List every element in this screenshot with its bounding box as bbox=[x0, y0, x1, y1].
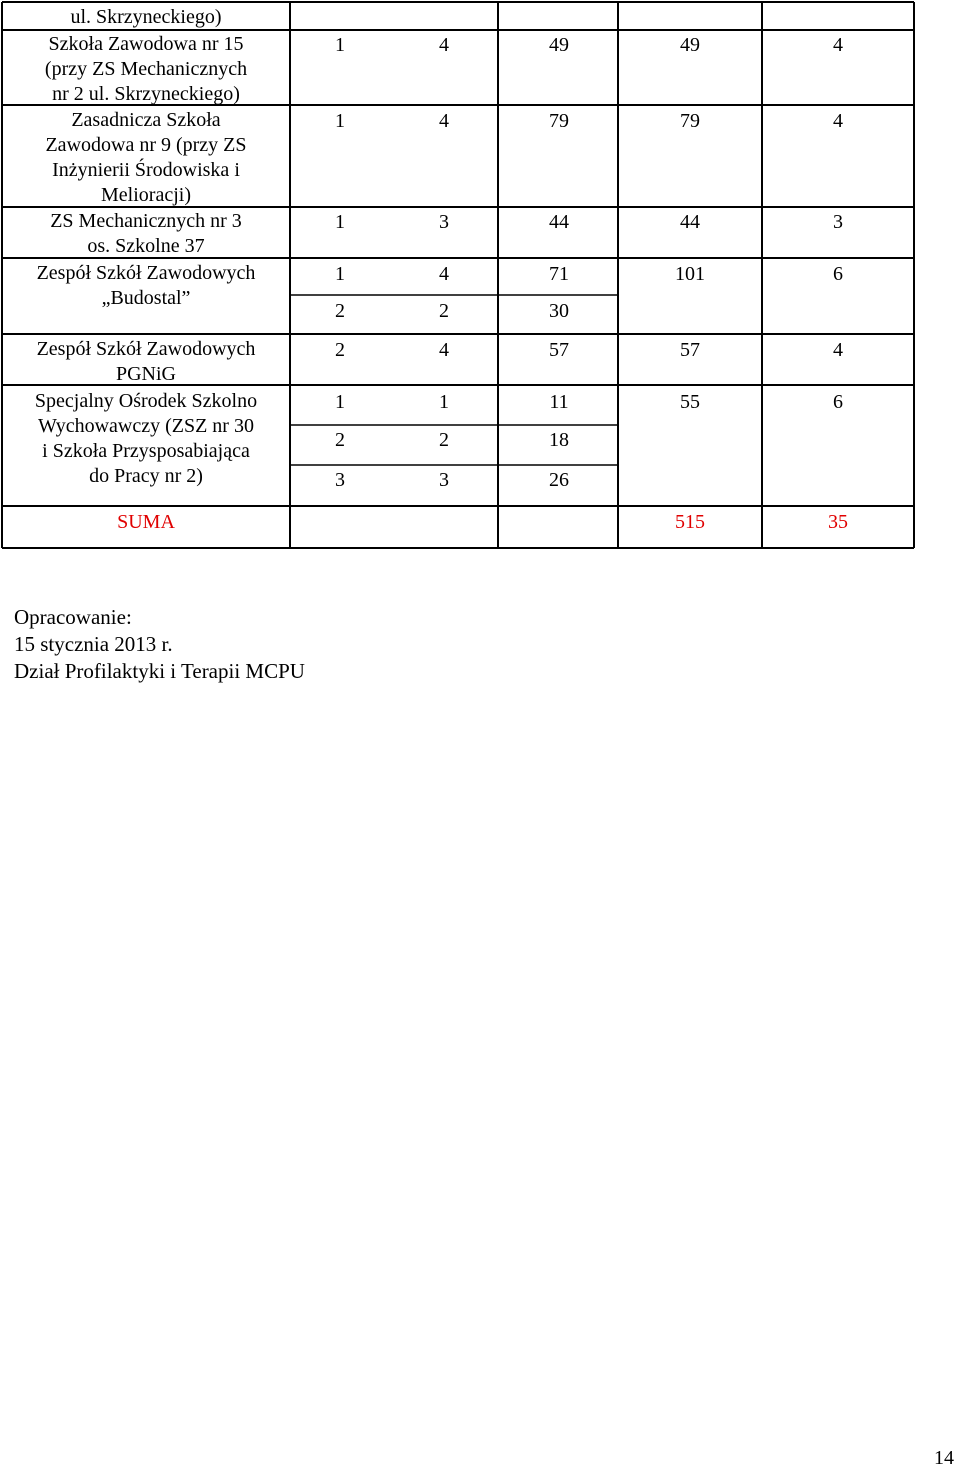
school-name-line: Wychowawczy (ZSZ nr 30 bbox=[38, 415, 254, 437]
school-name-line: Zawodowa nr 9 (przy ZS bbox=[45, 134, 247, 156]
count-value: 6 bbox=[833, 263, 843, 285]
cell-value: 18 bbox=[549, 429, 569, 451]
cell-value: 1 bbox=[335, 263, 345, 285]
cell-value: 3 bbox=[439, 469, 449, 491]
school-name-line: (przy ZS Mechanicznych bbox=[44, 58, 248, 80]
cell-value: 57 bbox=[549, 339, 569, 361]
count-value: 3 bbox=[833, 211, 843, 233]
cell-value: 4 bbox=[439, 110, 449, 132]
footer-date: 15 stycznia 2013 r. bbox=[14, 632, 173, 656]
cell-value: 79 bbox=[549, 110, 569, 132]
footer-department: Dział Profilaktyki i Terapii MCPU bbox=[14, 659, 305, 683]
school-name-line: ZS Mechanicznych nr 3 bbox=[50, 210, 242, 232]
school-name-line: ul. Skrzyneckiego) bbox=[70, 6, 222, 28]
cell-value: 30 bbox=[549, 300, 569, 322]
total-value: 49 bbox=[680, 34, 700, 56]
cell-value: 3 bbox=[335, 469, 345, 491]
cell-value: 1 bbox=[335, 391, 345, 413]
school-name-line: Inżynierii Środowiska i bbox=[52, 159, 240, 181]
total-value: 57 bbox=[680, 339, 700, 361]
cell-value: 2 bbox=[335, 339, 345, 361]
cell-value: 1 bbox=[335, 110, 345, 132]
cell-value: 26 bbox=[549, 469, 569, 491]
cell-value: 3 bbox=[439, 211, 449, 233]
cell-value: 71 bbox=[549, 263, 569, 285]
cell-value: 2 bbox=[439, 300, 449, 322]
sum-label: SUMA bbox=[117, 511, 175, 533]
total-value: 55 bbox=[680, 391, 700, 413]
school-name-line: i Szkoła Przysposabiająca bbox=[42, 440, 250, 462]
school-name-line: Zespół Szkół Zawodowych bbox=[36, 338, 256, 360]
cell-value: 11 bbox=[549, 391, 569, 413]
school-name-line: Szkoła Zawodowa nr 15 bbox=[48, 33, 244, 55]
school-name-line: Specjalny Ośrodek Szkolno bbox=[34, 390, 258, 412]
cell-value: 4 bbox=[439, 263, 449, 285]
total-value: 79 bbox=[680, 110, 700, 132]
cell-value: 2 bbox=[439, 429, 449, 451]
cell-value: 49 bbox=[549, 34, 569, 56]
page-number: 14 bbox=[934, 1447, 954, 1469]
school-name-line: nr 2 ul. Skrzyneckiego) bbox=[52, 83, 240, 105]
school-name-line: os. Szkolne 37 bbox=[87, 235, 205, 257]
cell-value: 44 bbox=[549, 211, 569, 233]
footer-label: Opracowanie: bbox=[14, 605, 132, 629]
count-value: 4 bbox=[833, 339, 843, 361]
cell-value: 1 bbox=[439, 391, 449, 413]
sum-count: 35 bbox=[828, 511, 848, 533]
cell-value: 4 bbox=[439, 339, 449, 361]
count-value: 4 bbox=[833, 110, 843, 132]
sum-total: 515 bbox=[675, 511, 705, 533]
cell-value: 1 bbox=[335, 211, 345, 233]
count-value: 6 bbox=[833, 391, 843, 413]
school-name-line: Zespół Szkół Zawodowych bbox=[36, 262, 256, 284]
cell-value: 4 bbox=[439, 34, 449, 56]
school-name-line: Zasadnicza Szkoła bbox=[71, 109, 221, 131]
total-value: 44 bbox=[680, 211, 700, 233]
school-name-line: PGNiG bbox=[115, 363, 177, 385]
cell-value: 2 bbox=[335, 429, 345, 451]
school-name-line: „Budostal” bbox=[101, 287, 191, 309]
school-name-line: Melioracji) bbox=[101, 184, 191, 206]
school-name-line: do Pracy nr 2) bbox=[89, 465, 203, 487]
cell-value: 2 bbox=[335, 300, 345, 322]
count-value: 4 bbox=[833, 34, 843, 56]
cell-value: 1 bbox=[335, 34, 345, 56]
total-value: 101 bbox=[675, 263, 705, 285]
